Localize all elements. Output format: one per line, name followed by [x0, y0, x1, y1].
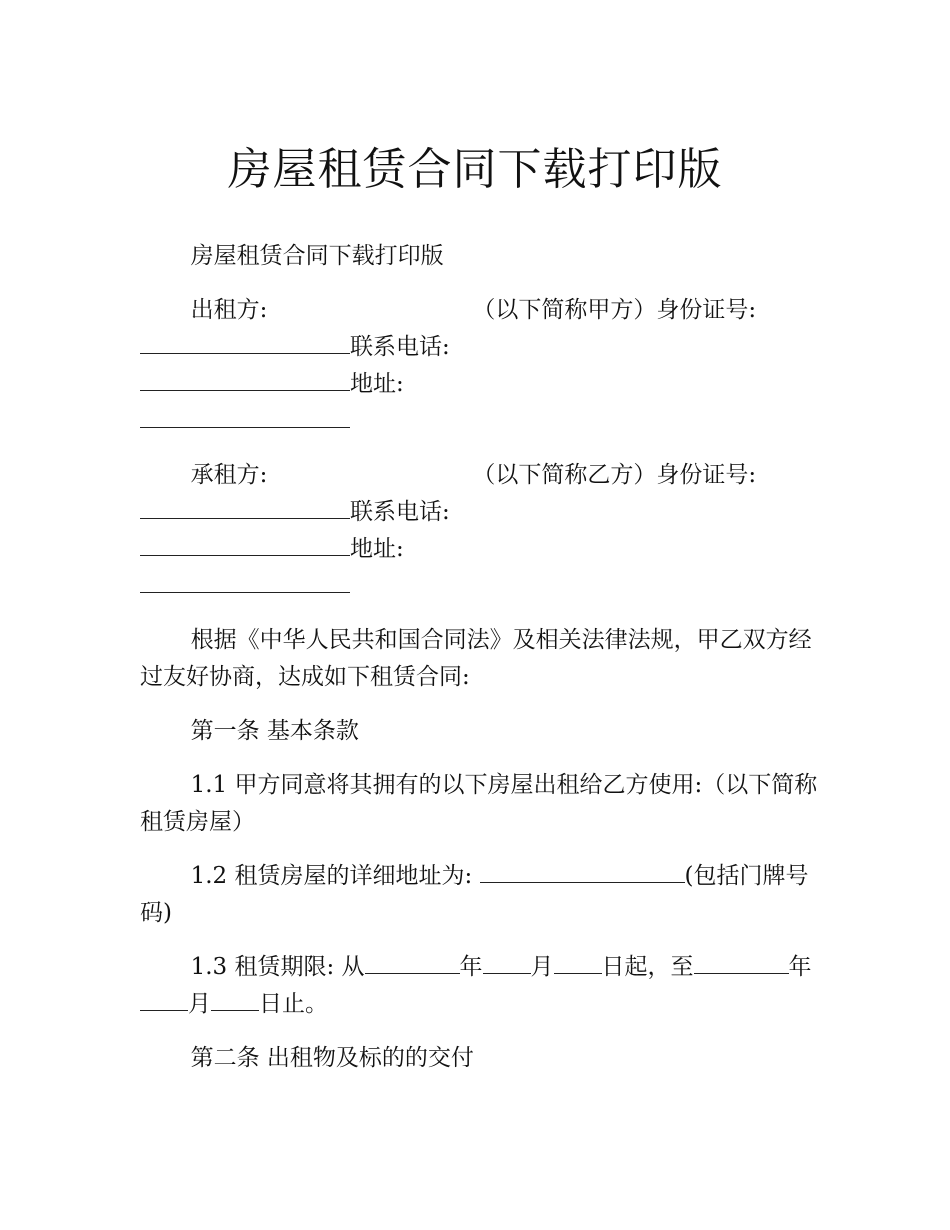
clause-1-2: 1.2 租赁房屋的详细地址为: (包括门牌号码) — [140, 863, 809, 926]
lessor-id-blank — [140, 352, 350, 354]
lessee-address-label: 地址: — [350, 536, 404, 562]
article2-heading: 第二条 出租物及标的的交付 — [190, 1045, 474, 1071]
lessor-id-label: （以下简称甲方）身份证号: — [472, 297, 757, 323]
lessee-id-blank — [140, 517, 350, 519]
end-day-blank — [211, 1009, 259, 1011]
end-year-blank — [694, 972, 789, 974]
article1-heading: 第一条 基本条款 — [190, 718, 359, 744]
lessor-address-label: 地址: — [350, 371, 404, 397]
address-blank — [480, 881, 685, 883]
lessee-label: 承租方: — [190, 462, 268, 488]
lessee-phone-blank — [140, 554, 350, 556]
clause-1-3: 1.3 租赁期限: 从 年 月 日起，至 年月 日止。 — [140, 949, 820, 1023]
start-month-blank — [483, 972, 531, 974]
lessor-label: 出租方: — [190, 297, 268, 323]
lessee-id-label: （以下简称乙方）身份证号: — [472, 462, 757, 488]
document-title: 房屋租赁合同下载打印版 — [227, 144, 723, 195]
start-year-blank — [365, 972, 460, 974]
start-day-blank — [554, 972, 602, 974]
lessor-phone-label: 联系电话: — [350, 334, 450, 360]
lessee-address-blank — [140, 591, 350, 593]
clause-1-1: 1.1 甲方同意将其拥有的以下房屋出租给乙方使用:（以下简称租赁房屋） — [140, 772, 818, 835]
end-month-blank — [140, 1009, 188, 1011]
lessor-phone-blank — [140, 389, 350, 391]
intro-paragraph: 根据《中华人民共和国合同法》及相关法律法规，甲乙双方经过友好协商，达成如下租赁合同: — [140, 627, 812, 690]
lessee-block — [140, 457, 820, 605]
subtitle: 房屋租赁合同下载打印版 — [190, 243, 444, 269]
lessee-phone-label: 联系电话: — [350, 499, 450, 525]
lessor-address-blank — [140, 426, 350, 428]
document-body — [140, 238, 820, 1094]
lessor-block — [140, 292, 820, 440]
